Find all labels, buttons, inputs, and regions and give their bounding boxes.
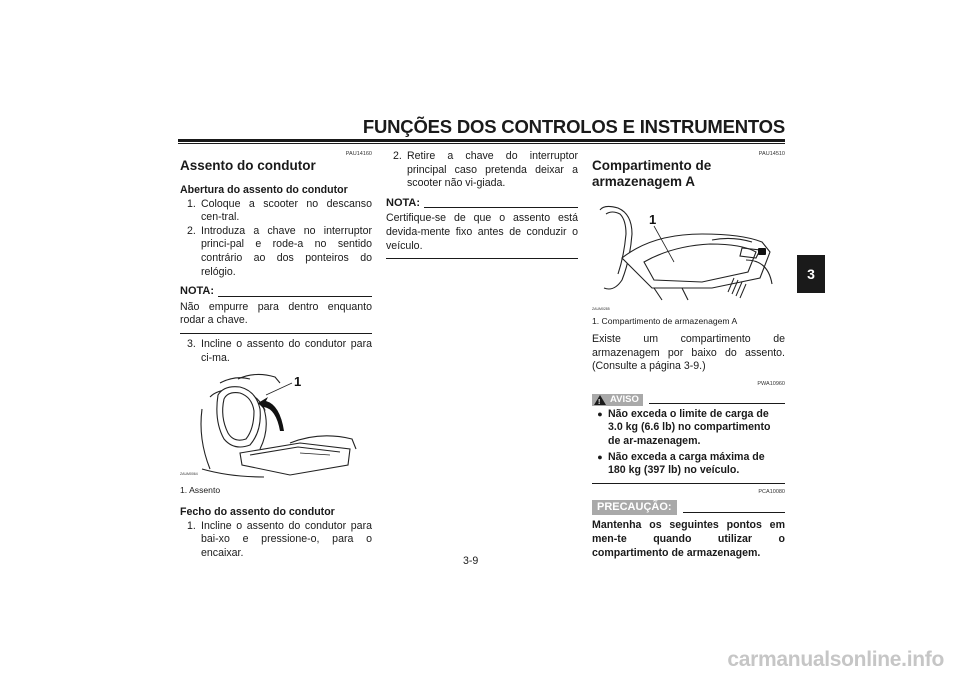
scooter-seat-illustration xyxy=(180,369,372,481)
precaucao-rule xyxy=(683,512,785,513)
precaucao-code: PCA10080 xyxy=(758,488,785,495)
bullet-icon: ● xyxy=(597,408,603,419)
aviso-bullet xyxy=(592,451,785,478)
column-3 xyxy=(592,150,785,560)
step-item xyxy=(180,520,372,561)
step-item xyxy=(180,198,372,225)
step-number: 2. xyxy=(393,150,402,162)
figure-caption: 1. Assento xyxy=(180,485,221,496)
chapter-tab[interactable]: 3 xyxy=(797,255,825,293)
figure-id: ZAUM0064 xyxy=(180,472,198,477)
aviso-code: PWA10960 xyxy=(757,380,785,387)
step-text: Coloque a scooter no descanso cen-tral. xyxy=(201,197,372,224)
nota-heading xyxy=(386,197,578,211)
nota-text: Não empurre para dentro enquanto rodar a chave. xyxy=(180,300,372,327)
watermark[interactable]: carmanualsonline.info xyxy=(727,648,944,671)
aviso-bullet-text: Não exceda a carga máxima de 180 kg (397 lb) no veículo. xyxy=(608,450,765,477)
storage-compartment-illustration xyxy=(592,200,782,312)
header-rule xyxy=(178,139,785,142)
page-number: 3-9 xyxy=(463,555,479,567)
nota-end-rule xyxy=(180,333,372,334)
nota-label: NOTA: xyxy=(180,285,215,298)
step-text: Retire a chave do interruptor principal caso pretenda deixar a scooter não vi-giada. xyxy=(407,150,578,190)
section-title-seat: Assento do condutor xyxy=(180,158,316,173)
step-number: 3. xyxy=(187,337,196,350)
precaucao-label: PRECAUÇÃO: xyxy=(592,500,677,516)
nota-rule xyxy=(424,207,578,208)
section-code: PAU14510 xyxy=(758,151,785,157)
nota-text: Certifique-se de que o assento está devida-mente fixo antes de conduzir o veículo. xyxy=(386,212,578,252)
section-code: PAU14160 xyxy=(345,151,372,157)
subheading-close-seat: Fecho do assento do condutor xyxy=(180,506,335,519)
header-rule-thin xyxy=(178,143,785,144)
precaucao-text: Mantenha os seguintes pontos em men-te quando utilizar o compartimento de armazenagem. xyxy=(592,519,785,559)
column-2 xyxy=(386,150,578,263)
figure-callout: 1 xyxy=(649,212,657,227)
seat-figure xyxy=(180,369,372,481)
page-header-title: FUNÇÕES DOS CONTROLOS E INSTRUMENTOS xyxy=(362,116,785,137)
aviso-heading xyxy=(592,394,785,406)
step-item xyxy=(180,225,372,279)
nota-label: NOTA: xyxy=(386,196,421,209)
step-item xyxy=(386,150,578,191)
aviso-bullet-text: Não exceda o limite de carga de 3.0 kg (6.6 lb) no compartimento de ar-mazenagem. xyxy=(608,407,771,447)
nota-end-rule xyxy=(386,258,578,259)
step-number: 1. xyxy=(187,197,196,210)
figure-caption: 1. Compartimento de armazenagem A xyxy=(592,316,738,326)
step-number: 1. xyxy=(187,519,196,532)
section-title-storage: Compartimento de armazenagem A xyxy=(592,158,712,189)
step-item xyxy=(180,338,372,365)
step-number: 2. xyxy=(187,224,196,237)
aviso-badge xyxy=(592,394,643,406)
figure-callout: 1 xyxy=(294,374,302,390)
aviso-rule xyxy=(649,403,785,404)
storage-figure xyxy=(592,200,782,312)
bullet-icon: ● xyxy=(597,451,603,462)
subheading-open-seat: Abertura do assento do condutor xyxy=(180,184,348,196)
aviso-bullet xyxy=(592,408,785,449)
warning-icon: ! xyxy=(594,395,606,405)
column-1 xyxy=(180,150,372,561)
figure-id: ZAUM0285 xyxy=(592,307,610,311)
step-text: Incline o assento do condutor para ci-ma. xyxy=(201,337,372,364)
nota-heading xyxy=(180,285,372,299)
aviso-label: AVISO xyxy=(610,393,639,405)
nota-rule xyxy=(218,296,372,297)
aviso-end-rule xyxy=(592,483,785,484)
step-text: Introduza a chave no interruptor princi-pal e rode-a no sentido contrário ao dos ponteiros do relógio. xyxy=(201,224,372,278)
precaucao-heading xyxy=(592,500,785,516)
storage-paragraph: Existe um compartimento de armazenagem por baixo do assento. (Consulte a página 3-9.) xyxy=(592,333,785,373)
step-text: Incline o assento do condutor para bai-xo e pressione-o, para o encaixar. xyxy=(201,519,372,559)
